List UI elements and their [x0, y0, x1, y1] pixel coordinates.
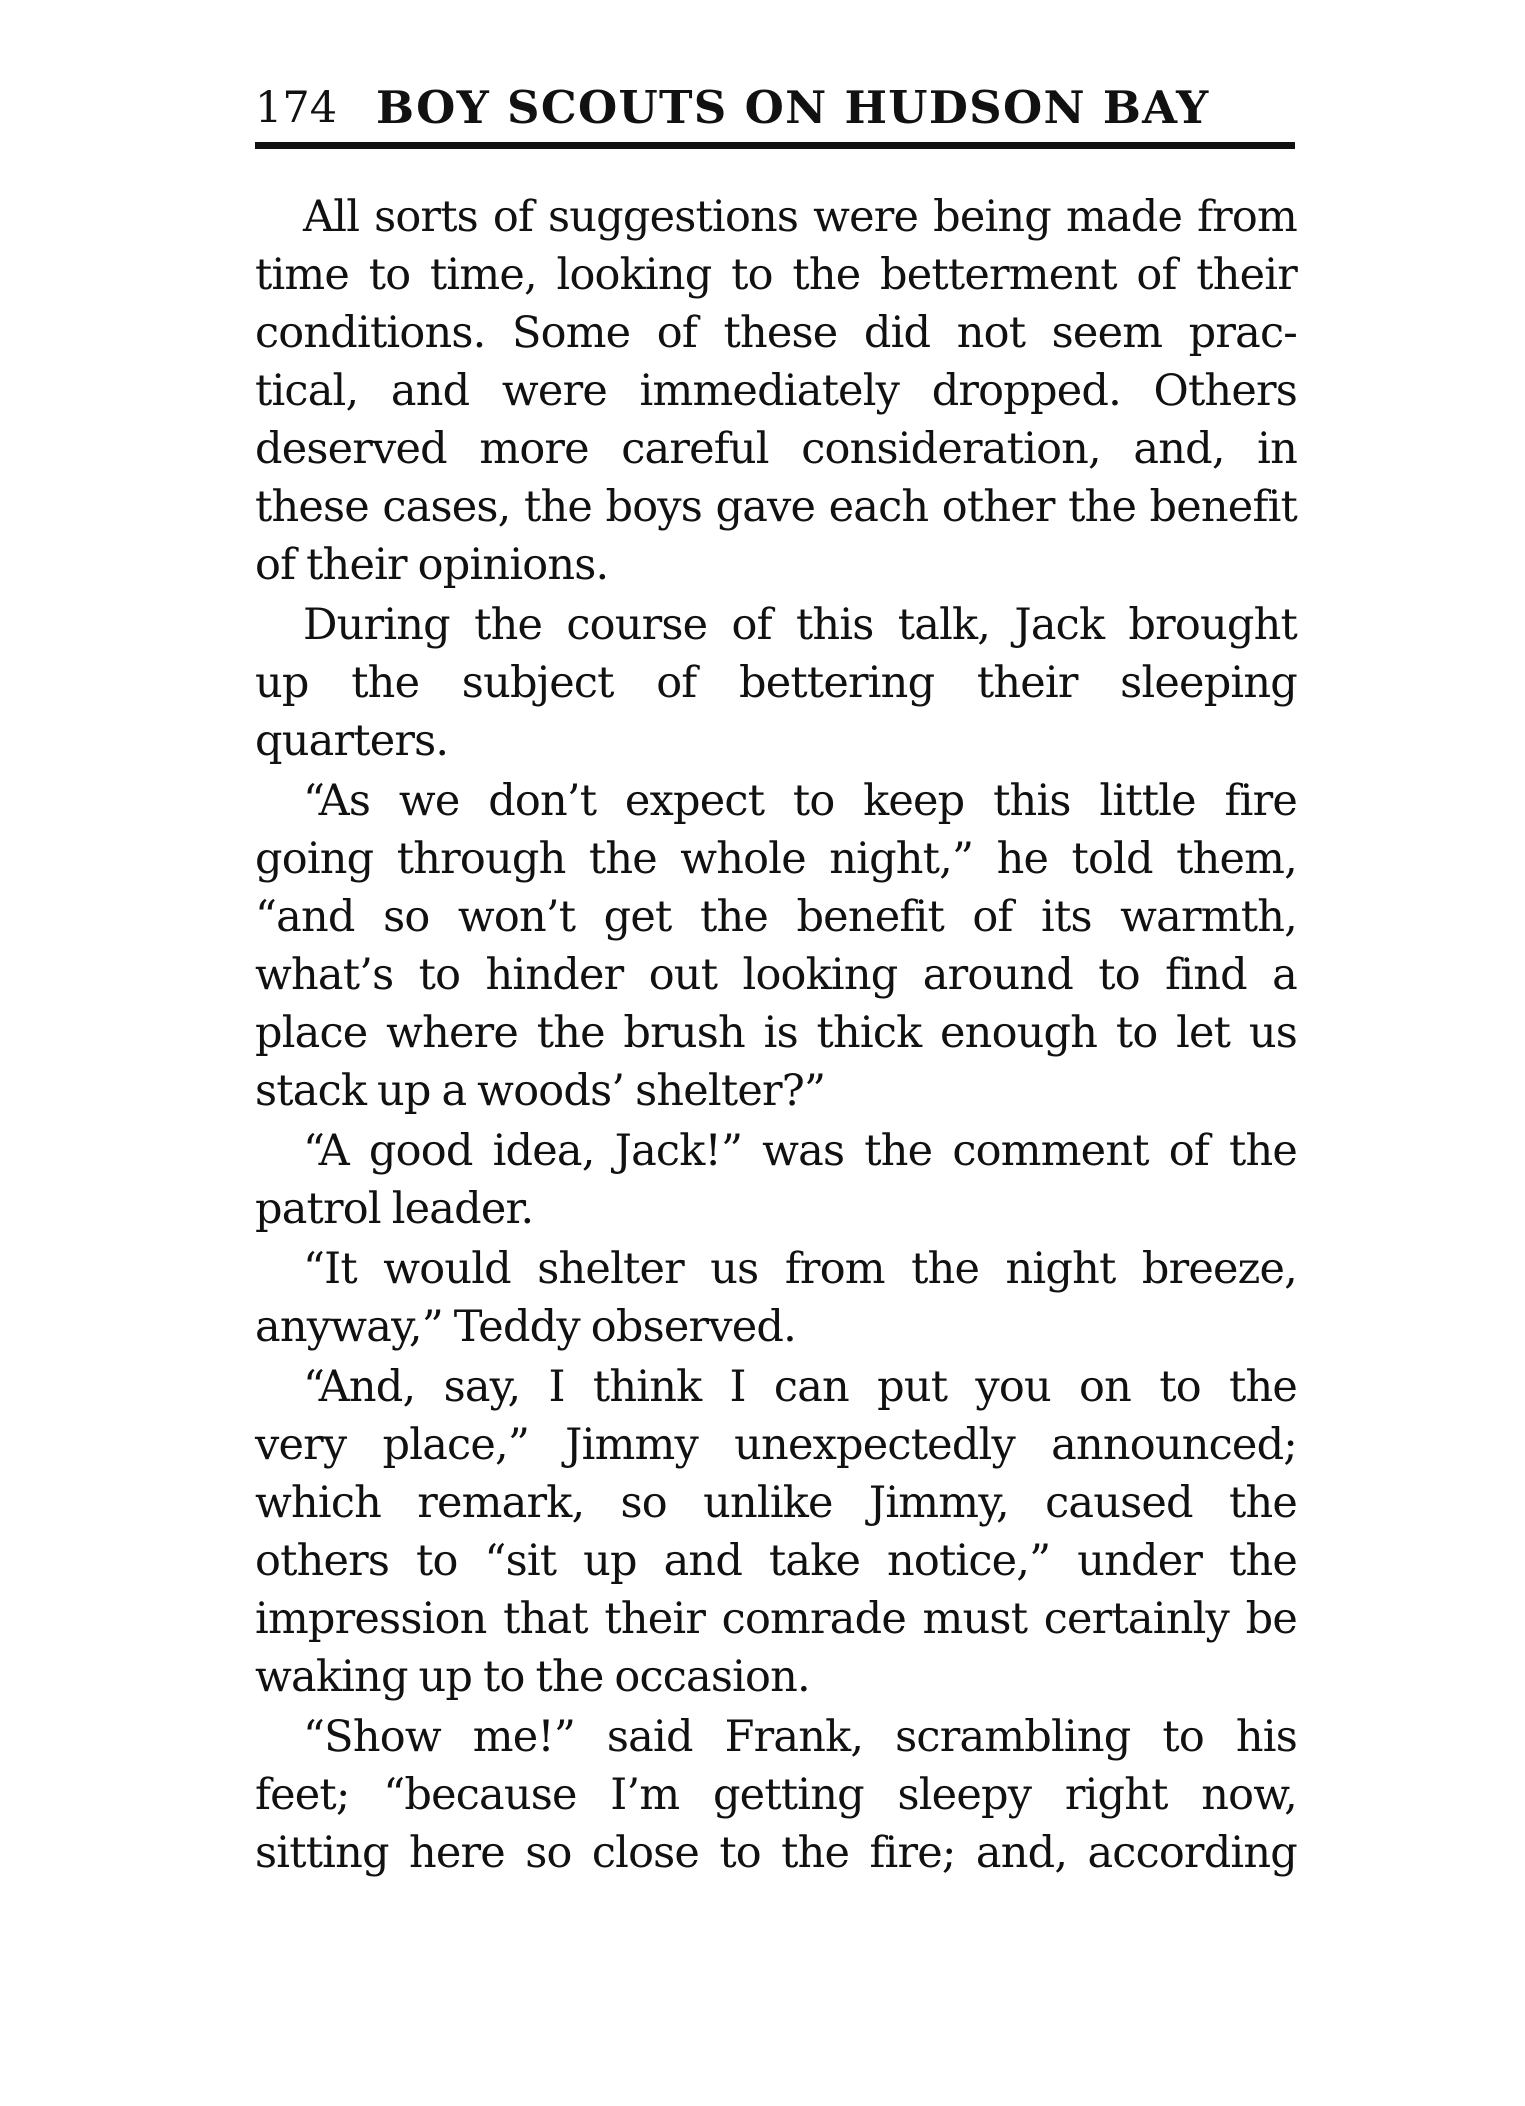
running-title: BOY SCOUTS ON HUDSON BAY	[376, 81, 1210, 134]
page-number: 174	[255, 83, 338, 133]
text-line: place where the brush is thick enough to let us	[255, 1008, 1297, 1058]
text-line: very place,” Jimmy unexpectedly announced;	[255, 1420, 1297, 1470]
text-line: “and so won’t get the benefit of its warmth,	[255, 892, 1297, 942]
text-line: deserved more careful consideration, and, in	[255, 424, 1297, 474]
text-line: time to time, looking to the betterment of their	[255, 250, 1297, 300]
text-line: others to “sit up and take notice,” under the	[255, 1536, 1297, 1586]
text-line: All sorts of suggestions were being made from	[303, 192, 1297, 242]
text-line: stack up a woods’ shelter?”	[255, 1066, 826, 1116]
text-line: “A good idea, Jack!” was the comment of the	[303, 1126, 1297, 1176]
running-header	[255, 82, 1295, 149]
text-line: feet; “because I’m getting sleepy right now,	[255, 1770, 1297, 1820]
text-line: tical, and were immediately dropped. Others	[255, 366, 1297, 416]
text-line: what’s to hinder out looking around to find a	[255, 950, 1297, 1000]
text-line: sitting here so close to the fire; and, according	[255, 1828, 1297, 1878]
text-line: patrol leader.	[255, 1184, 534, 1234]
text-line: going through the whole night,” he told them,	[255, 834, 1297, 884]
text-line: these cases, the boys gave each other the benefit	[255, 482, 1297, 532]
text-line: “And, say, I think I can put you on to the	[303, 1362, 1297, 1412]
text-line: impression that their comrade must certainly be	[255, 1594, 1297, 1644]
text-line: quarters.	[255, 716, 449, 766]
text-line: waking up to the occasion.	[255, 1652, 810, 1702]
text-line: “Show me!” said Frank, scrambling to his	[303, 1712, 1297, 1762]
text-line: up the subject of bettering their sleeping	[255, 658, 1297, 708]
text-line: which remark, so unlike Jimmy, caused the	[255, 1478, 1297, 1528]
text-line: anyway,” Teddy observed.	[255, 1302, 796, 1352]
text-line: of their opinions.	[255, 540, 609, 590]
text-line: “It would shelter us from the night breeze,	[303, 1244, 1297, 1294]
text-line: conditions. Some of these did not seem prac-	[255, 308, 1297, 358]
body-text	[255, 188, 1297, 1882]
text-line: During the course of this talk, Jack brought	[303, 600, 1297, 650]
text-line: “As we don’t expect to keep this little fire	[303, 776, 1297, 826]
